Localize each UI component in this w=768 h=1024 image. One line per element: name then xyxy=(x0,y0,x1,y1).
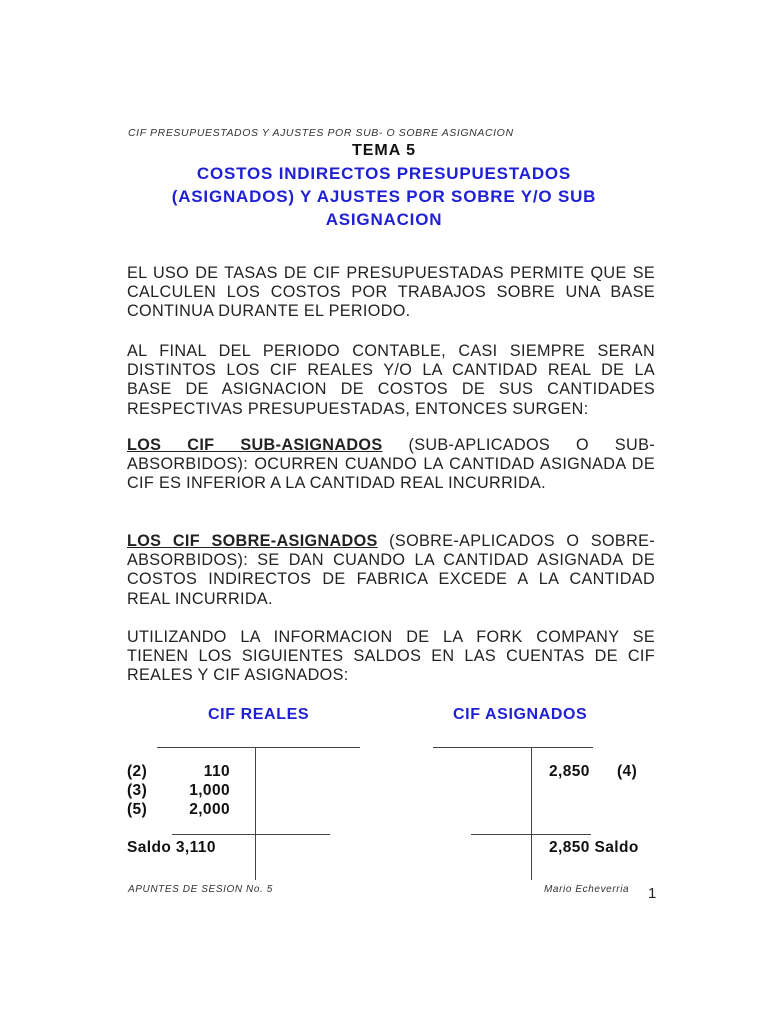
entry-ref: (4) xyxy=(617,763,638,780)
entry-ref: (5) xyxy=(127,801,148,818)
footer-left: APUNTES DE SESION No. 5 xyxy=(128,884,273,895)
t-account-total-rule-asignados xyxy=(471,834,591,835)
entry-amount: 2,000 xyxy=(189,801,230,818)
definition-sub-asignados: (SUB-APLICADOS O SUB-ABSORBIDOS): OCURREN CUANDO LA CANTIDAD ASIGNADA DE CIF ES INFERIOR A LA CANTIDAD REAL INCURRIDA. xyxy=(127,436,655,493)
entry-amount: 2,850 xyxy=(549,763,590,780)
term-sobre-asignados: LOS CIF SOBRE-ASIGNADOS xyxy=(127,532,378,550)
t-account-top-rule-asignados xyxy=(433,747,593,748)
entry-amount: 1,000 xyxy=(189,782,230,799)
title-line-2: (ASIGNADOS) Y AJUSTES POR SOBRE Y/O SUB xyxy=(171,187,597,206)
entry-ref: (2) xyxy=(127,763,148,780)
running-header: CIF PRESUPUESTADOS Y AJUSTES POR SUB- O SOBRE ASIGNACION xyxy=(128,127,514,139)
account-title-cif-reales: CIF REALES xyxy=(208,706,310,723)
balance-cif-reales: Saldo 3,110 xyxy=(127,839,216,856)
page-title xyxy=(120,162,648,231)
footer-author: Mario Echeverria xyxy=(544,884,630,895)
balance-cif-asignados: 2,850 Saldo xyxy=(549,839,639,856)
paragraph-fork-company: UTILIZANDO LA INFORMACION DE LA FORK COMPANY SE TIENEN LOS SIGUIENTES SALDOS EN LAS CUENTAS DE CIF REALES Y CIF ASIGNADOS: xyxy=(127,628,655,685)
term-sub-asignados: LOS CIF SUB-ASIGNADOS xyxy=(127,436,383,454)
title-line-3: ASIGNACION xyxy=(325,210,443,229)
definition-sobre-asignados: (SOBRE-APLICADOS O SOBRE-ABSORBIDOS): SE DAN CUANDO LA CANTIDAD ASIGNADA DE COSTOS INDIRECTOS DE FABRICA EXCEDE A LA CANTIDAD REAL INCURRIDA. xyxy=(127,532,655,608)
paragraph-under-applied xyxy=(127,436,655,494)
entry-amount: 110 xyxy=(203,763,230,780)
t-account-divider-reales xyxy=(255,747,256,880)
entry-ref: (3) xyxy=(127,782,148,799)
t-account-divider-asignados xyxy=(531,747,532,880)
paragraph-over-applied xyxy=(127,532,655,609)
topic-number: TEMA 5 xyxy=(351,142,417,159)
paragraph-intro: EL USO DE TASAS DE CIF PRESUPUESTADAS PERMITE QUE SE CALCULEN LOS COSTOS POR TRABAJOS SOBRE UNA BASE CONTINUA DURANTE EL PERIODO. xyxy=(127,264,655,321)
account-title-cif-asignados: CIF ASIGNADOS xyxy=(453,706,588,723)
t-account-total-rule-reales xyxy=(172,834,330,835)
paragraph-period-end: AL FINAL DEL PERIODO CONTABLE, CASI SIEMPRE SERAN DISTINTOS LOS CIF REALES Y/O LA CANTIDAD REAL DE LA BASE DE ASIGNACION DE COSTOS DE SUS CANTIDADES RESPECTIVAS PRESUPUESTADAS, ENTONCES SURGEN: xyxy=(127,342,655,418)
title-line-1: COSTOS INDIRECTOS PRESUPUESTADOS xyxy=(196,164,572,183)
page-number: 1 xyxy=(648,885,657,902)
t-account-top-rule-reales xyxy=(157,747,360,748)
